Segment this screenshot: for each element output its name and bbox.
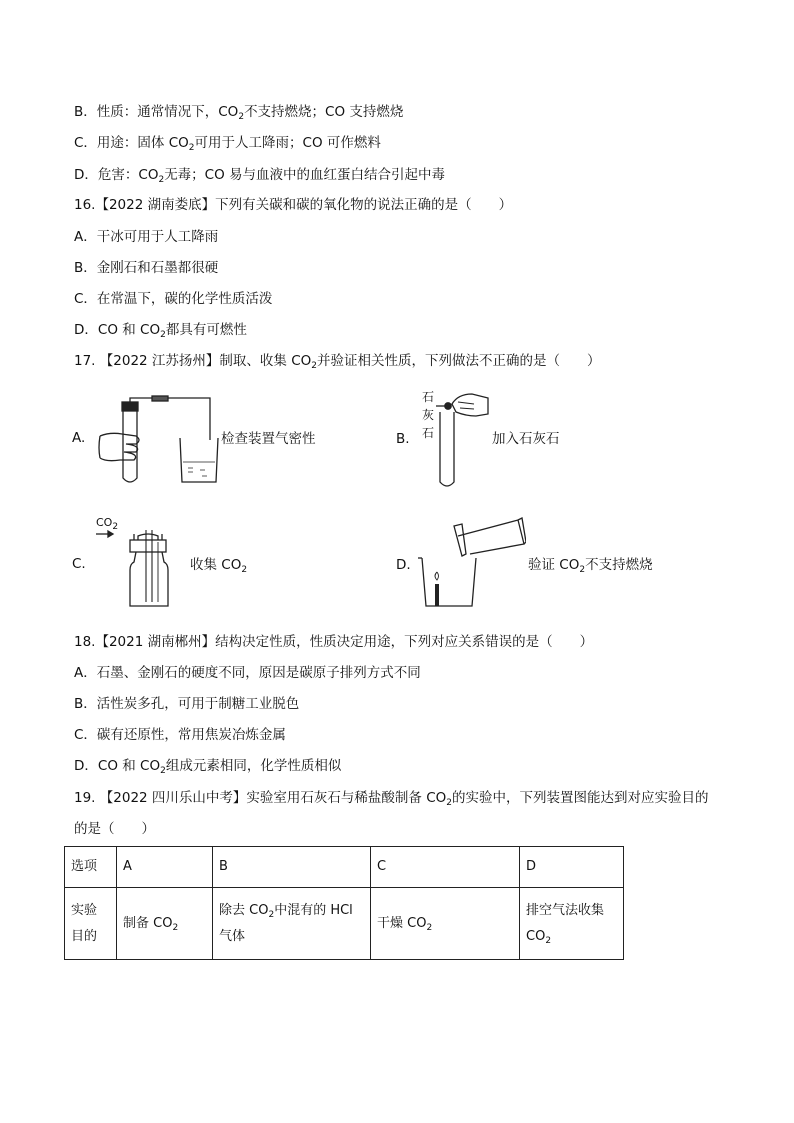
option-b-property: B．性质：通常情况下，$CO_2$不支持燃烧；CO 支持燃烧	[74, 104, 404, 122]
table-header-cell: B	[213, 847, 371, 888]
q17-option-c-letter: C.	[72, 556, 86, 572]
table-cell: 实验 目的	[65, 888, 117, 960]
table-header-row	[65, 847, 624, 888]
q17-option-a-letter: A.	[72, 430, 86, 446]
pour-co2-candle-figure	[418, 514, 526, 612]
table-header-cell: C	[371, 847, 520, 888]
q18-stem: 18.【2021 湖南郴州】结构决定性质，性质决定用途，下列对应关系错误的是（ ）	[74, 634, 594, 650]
q16-option-c: C．在常温下，碳的化学性质活泼	[74, 291, 273, 307]
table-cell: 除去 $CO_2$中混有的 HCl 气体	[213, 888, 371, 960]
q16-stem: 16.【2022 湖南娄底】下列有关碳和碳的氧化物的说法正确的是（ ）	[74, 197, 513, 213]
q19-options-table	[64, 846, 624, 960]
table-cell: 排空气法收集 $CO_2$	[520, 888, 624, 960]
q18-option-c: C．碳有还原性，常用焦炭冶炼金属	[74, 727, 286, 743]
q17-option-a-label: 检查装置气密性	[221, 431, 316, 447]
q17-option-d-label: 验证 $CO_2$不支持燃烧	[528, 557, 653, 575]
test-tube-add-limestone-figure	[436, 390, 492, 492]
airtightness-apparatus-figure	[96, 392, 222, 488]
table-header-cell: D	[520, 847, 624, 888]
table-cell: 制备 $CO_2$	[117, 888, 213, 960]
q19-stem-continued: 的是（ ）	[74, 821, 155, 837]
q18-option-b: B．活性炭多孔，可用于制糖工业脱色	[74, 696, 300, 712]
option-d-harm: D．危害：$CO_2$无毒；CO 易与血液中的血红蛋白结合引起中毒	[74, 167, 446, 185]
q19-stem: 19. 【2022 四川乐山中考】实验室用石灰石与稀盐酸制备 $CO_2$的实验中，下列装置图能达到对应实验目的	[74, 790, 709, 808]
limestone-vertical-label: 石 灰 石	[422, 390, 435, 440]
q18-option-d: D．CO 和 $CO_2$组成元素相同，化学性质相似	[74, 758, 342, 776]
table-header-cell: A	[117, 847, 213, 888]
option-c-use: C．用途：固体 $CO_2$可用于人工降雨；CO 可作燃料	[74, 135, 381, 153]
table-row	[65, 888, 624, 960]
q16-option-a: A．干冰可用于人工降雨	[74, 229, 219, 245]
q16-option-d: D．CO 和 $CO_2$都具有可燃性	[74, 322, 247, 340]
co2-inlet-label: $CO_2$	[96, 516, 119, 532]
table-cell: 干燥 $CO_2$	[371, 888, 520, 960]
q17-option-d-letter: D.	[396, 557, 411, 573]
q16-option-b: B．金刚石和石墨都很硬	[74, 260, 219, 276]
q17-option-c-label: 收集 $CO_2$	[190, 557, 248, 575]
table-header-cell: 选项	[65, 847, 117, 888]
gas-collection-bottle-figure	[94, 528, 180, 610]
q17-option-b-letter: B.	[396, 431, 410, 447]
q17-stem: 17. 【2022 江苏扬州】制取、收集 $CO_2$并验证相关性质，下列做法不正确的是（ ）	[74, 353, 601, 371]
q18-option-a: A．石墨、金刚石的硬度不同，原因是碳原子排列方式不同	[74, 665, 421, 681]
q17-option-b-label: 加入石灰石	[492, 431, 560, 447]
